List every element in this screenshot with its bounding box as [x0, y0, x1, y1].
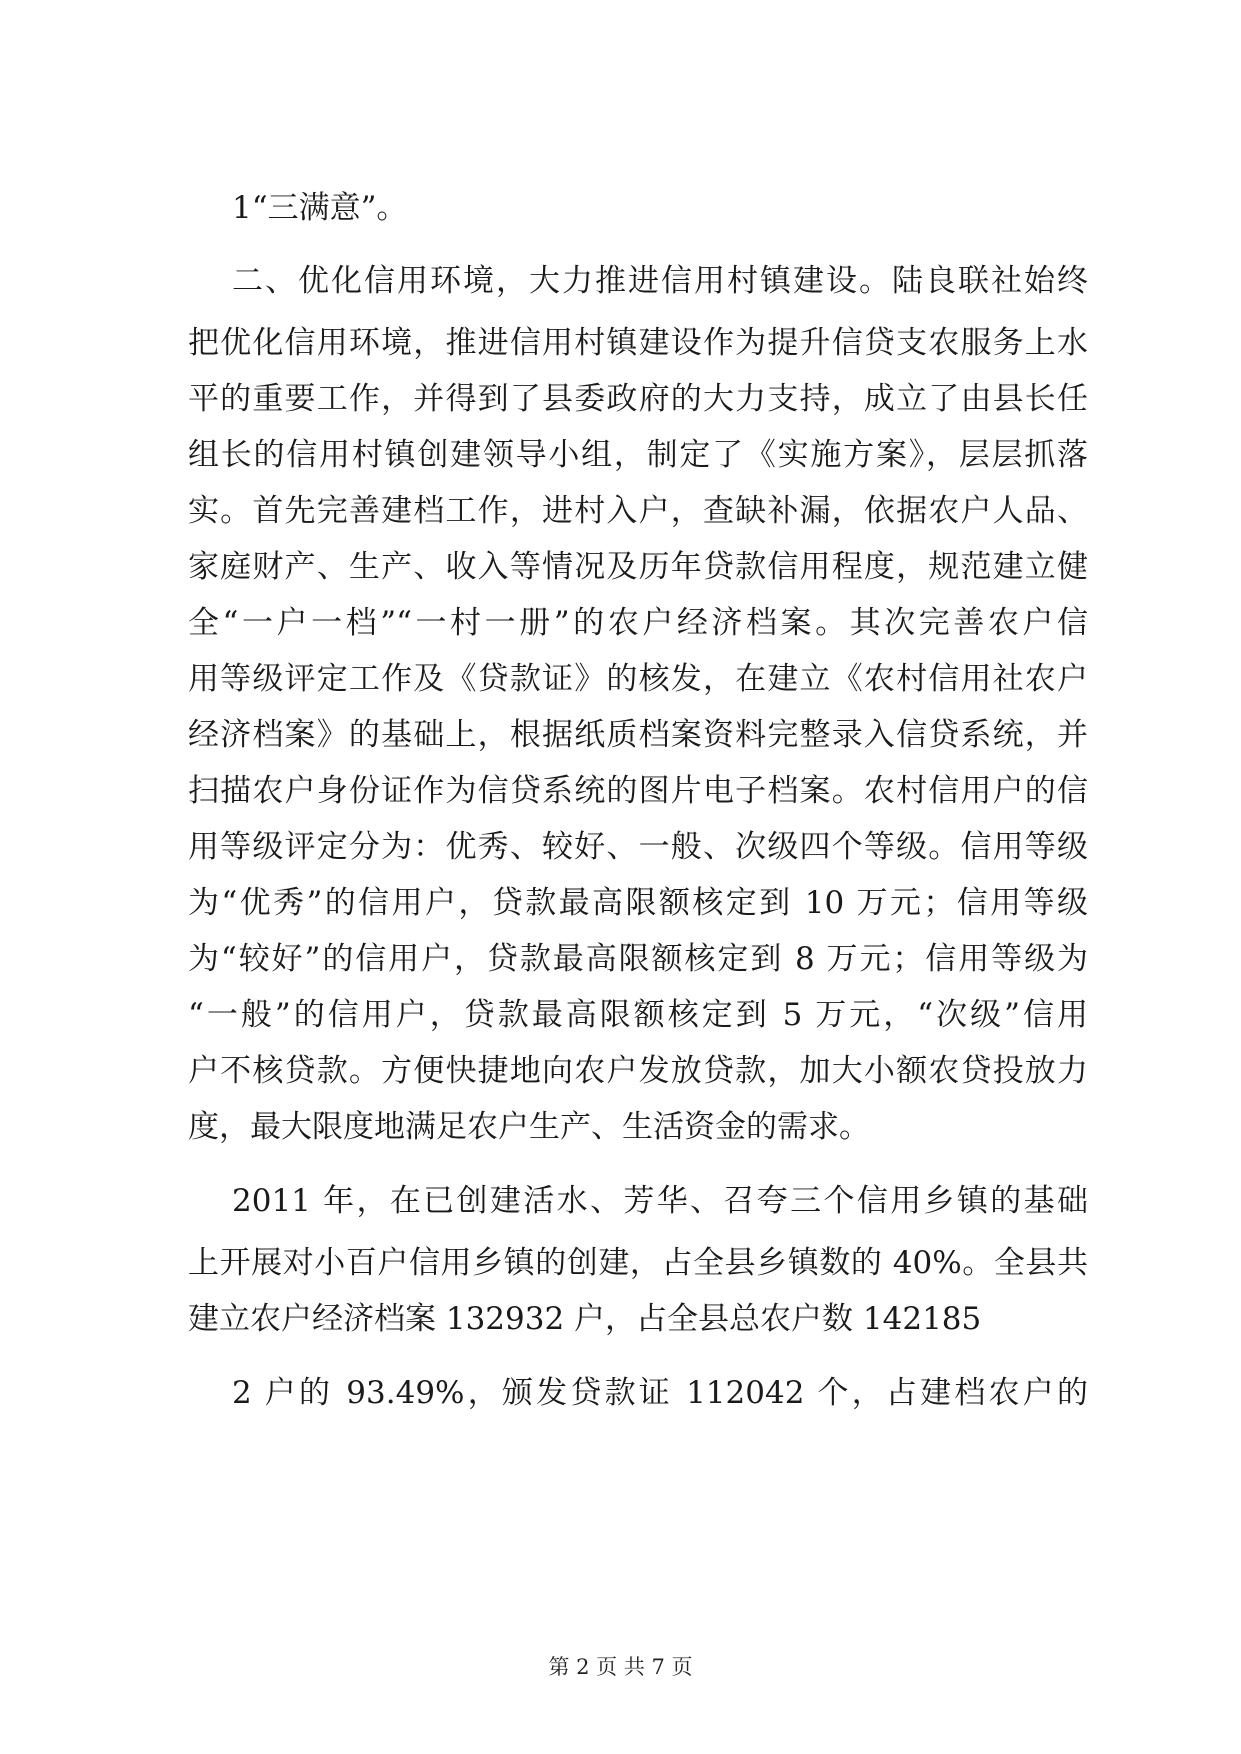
paragraph-line: “一般”的信用户，贷款最高限额核定到 5 万元，“次级”信用: [188, 997, 1088, 1033]
paragraph-line: 平的重要工作，并得到了县委政府的大力支持，成立了由县长任: [188, 381, 1088, 417]
paragraph-line: 度，最大限度地满足农户生产、生活资金的需求。: [188, 1109, 870, 1145]
paragraph-line: 用等级评定工作及《贷款证》的核发，在建立《农村信用社农户: [188, 661, 1088, 697]
paragraph-line: 把优化信用环境，推进信用村镇建设作为提升信贷支农服务上水: [188, 325, 1088, 361]
paragraph-line: 用等级评定分为：优秀、较好、一般、次级四个等级。信用等级: [188, 829, 1088, 865]
paragraph-line: 建立农户经济档案 132932 户，占全县总农户数 142185: [188, 1301, 982, 1337]
paragraph-line: 户不核贷款。方便快捷地向农户发放贷款，加大小额农贷投放力: [188, 1053, 1088, 1089]
paragraph-line: 1“三满意”。: [232, 190, 408, 226]
paragraph-line: 全“一户一档”“一村一册”的农户经济档案。其次完善农户信: [188, 605, 1088, 641]
paragraph-line: 实。首先完善建档工作，进村入户，查缺补漏，依据农户人品、: [188, 493, 1088, 529]
paragraph-line: 经济档案》的基础上，根据纸质档案资料完整录入信贷系统，并: [188, 717, 1088, 753]
paragraph-line: 组长的信用村镇创建领导小组，制定了《实施方案》，层层抓落: [188, 437, 1088, 473]
paragraph-line: 上开展对小百户信用乡镇的创建，占全县乡镇数的 40%。全县共: [188, 1245, 1088, 1281]
paragraph-line: 家庭财产、生产、收入等情况及历年贷款信用程度，规范建立健: [188, 549, 1088, 585]
paragraph-line: 为“较好”的信用户，贷款最高限额核定到 8 万元；信用等级为: [188, 941, 1088, 977]
paragraph-line: 为“优秀”的信用户，贷款最高限额核定到 10 万元；信用等级: [188, 885, 1088, 921]
page-number-footer: 第 2 页 共 7 页: [548, 1655, 693, 1679]
paragraph-line: 2 户的 93.49%，颁发贷款证 112042 个，占建档农户的: [232, 1375, 1088, 1411]
paragraph-line: 扫描农户身份证作为信贷系统的图片电子档案。农村信用户的信: [188, 773, 1088, 809]
paragraph-line: 二、优化信用环境，大力推进信用村镇建设。陆良联社始终: [232, 263, 1088, 299]
paragraph-line: 2011 年，在已创建活水、芳华、召夸三个信用乡镇的基础: [232, 1183, 1088, 1219]
